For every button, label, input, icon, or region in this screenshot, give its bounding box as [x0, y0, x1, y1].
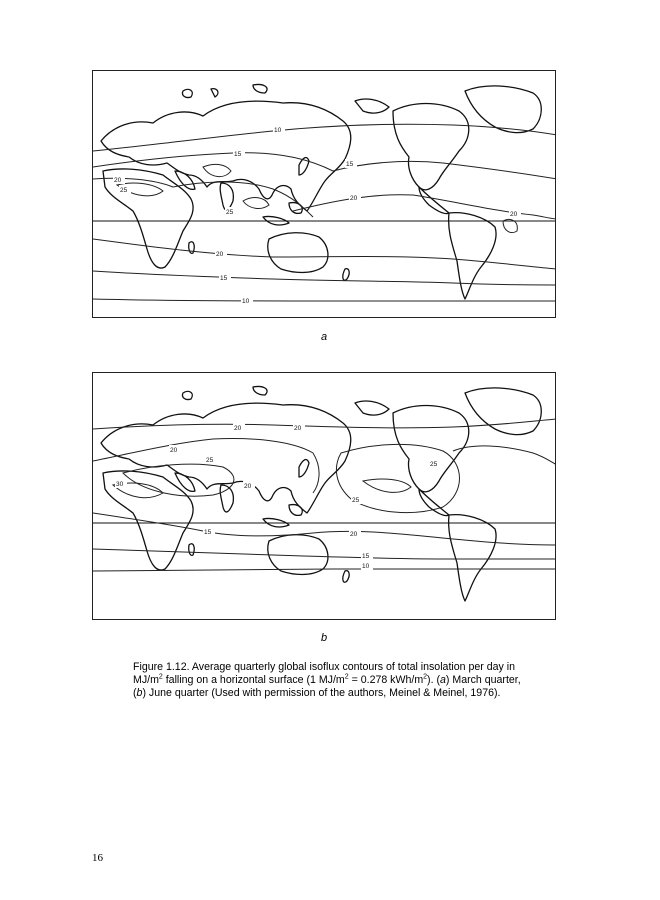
superscript: 2 [158, 673, 163, 681]
map-a-svg [93, 71, 556, 318]
contour-label: 25 [430, 461, 438, 468]
caption-text: = 0.278 kWh/m [348, 674, 424, 687]
panel-label-a: a [321, 331, 328, 343]
caption-text: ) March quarter, ( [133, 674, 521, 700]
caption-text: ). ( [427, 674, 440, 687]
contour-label: 20 [350, 195, 358, 202]
contour-label: 20 [244, 483, 252, 490]
contour-label: 20 [510, 211, 518, 218]
superscript: 2 [344, 673, 349, 681]
contour-label: 20 [216, 251, 224, 258]
isoflux-contours [93, 124, 556, 301]
caption-text: Figure 1.12. Average quarterly global isoflux contours of total insolation per day in MJ/m [133, 661, 515, 687]
contour-label: 20 [350, 531, 358, 538]
caption-panel-ref: a [440, 674, 446, 687]
contour-label: 20 [234, 425, 242, 432]
contour-labels [115, 423, 441, 570]
contour-label: 10 [242, 298, 250, 305]
contour-label: 25 [206, 457, 214, 464]
contour-label: 25 [226, 209, 234, 216]
contour-label: 15 [220, 275, 228, 282]
figure-caption [133, 661, 533, 701]
isoflux-map-march-quarter [92, 70, 556, 318]
panel-label-b: b [321, 632, 328, 644]
map-b-svg [93, 373, 556, 620]
contour-label: 15 [362, 553, 370, 560]
contour-label: 20 [170, 447, 178, 454]
contour-label: 30 [116, 481, 124, 488]
contour-label: 15 [204, 529, 212, 536]
contour-label: 20 [114, 177, 122, 184]
contour-label: 15 [346, 161, 354, 168]
continent-outlines [101, 84, 541, 299]
contour-label: 25 [352, 497, 360, 504]
page-number: 16 [92, 852, 103, 864]
isoflux-contours [93, 419, 556, 571]
isoflux-map-june-quarter [92, 372, 556, 620]
caption-text: falling on a horizontal surface (1 MJ/m [162, 674, 345, 687]
superscript: 2 [423, 673, 428, 681]
contour-label: 20 [294, 425, 302, 432]
caption-panel-ref: b [136, 687, 143, 700]
contour-label: 25 [120, 187, 128, 194]
contour-label: 10 [362, 563, 370, 570]
contour-label: 15 [234, 151, 242, 158]
contour-label: 10 [274, 127, 282, 134]
caption-text: ) June quarter (Used with permission of the authors, Meinel & Meinel, 1976). [142, 687, 501, 700]
